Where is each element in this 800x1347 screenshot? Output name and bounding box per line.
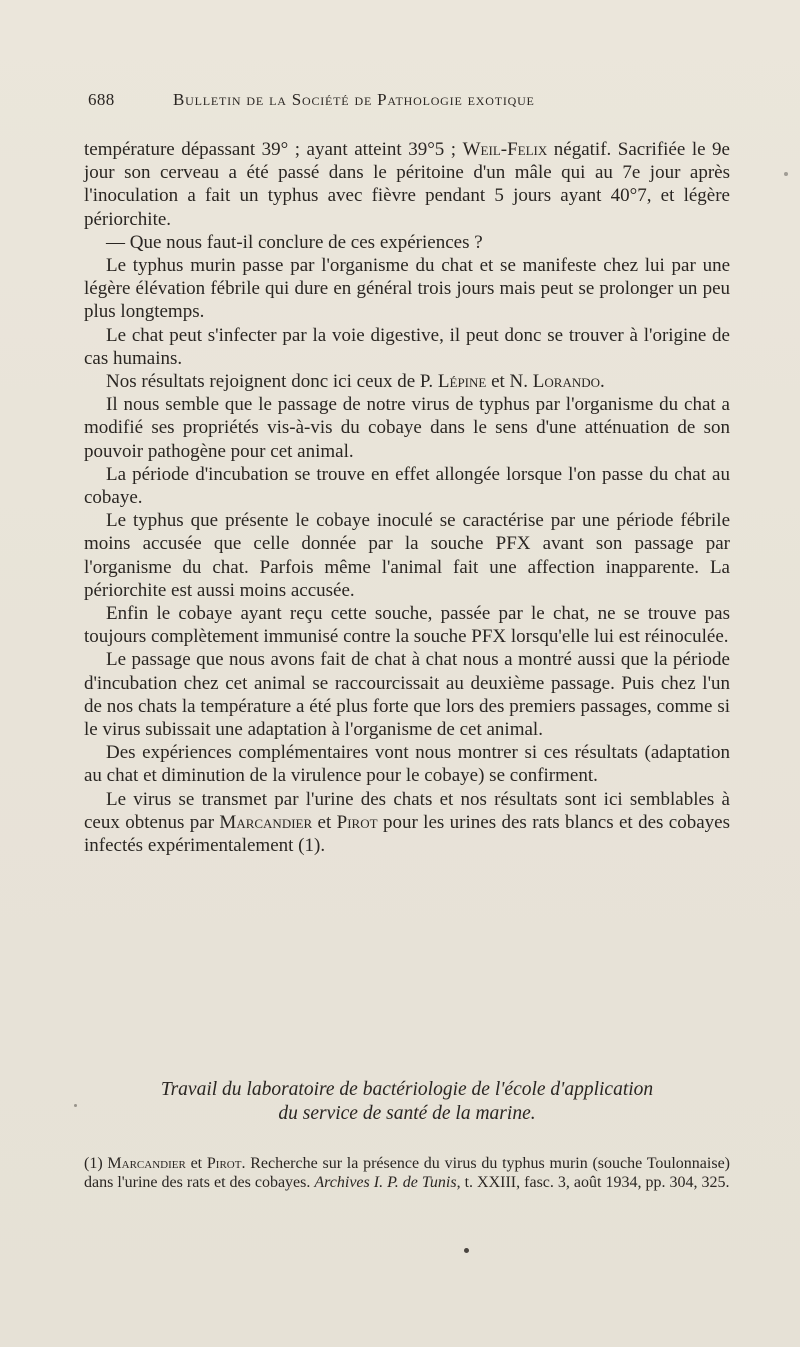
text-run: .	[600, 371, 605, 393]
author-name: Marcandier	[107, 1155, 186, 1172]
author-name: Lorando	[532, 371, 600, 393]
ink-speck	[784, 172, 788, 176]
author-name: Pirot	[206, 1155, 242, 1172]
journal-title: Bulletin de la Société de Pathologie exotique	[173, 90, 535, 109]
text-run: Le virus se transmet par l'urine des chats et nos résultats sont ici semblables à ceux obtenus par	[84, 788, 730, 833]
credit-line: du service de santé de la marine.	[278, 1103, 536, 1124]
paragraph: La période d'incubation se trouve en effet allongée lorsque l'on passe du chat au cobaye.	[84, 463, 730, 509]
paragraph: Le passage que nous avons fait de chat à chat nous a montré aussi que la période d'incubation chez cet animal se raccourcissait au deuxième passage. Puis chez l'un de nos chats la température a été plus forte que lors des premiers passages, comme si le virus subissait une adaptation à l'organisme de cet animal.	[84, 649, 730, 741]
author-name: Pirot	[336, 811, 378, 833]
ink-speck	[464, 1248, 469, 1253]
footnote-text	[84, 1155, 730, 1192]
paragraph: Il nous semble que le passage de notre virus de typhus par l'organisme du chat a modifié ses propriétés vis-à-vis du cobaye dans le sens d'une atténuation de son pouvoir pathogène pour cet animal.	[84, 394, 730, 462]
text-run: et N.	[486, 371, 533, 393]
page-number: 688	[88, 90, 115, 109]
paragraph	[84, 788, 730, 858]
paragraph: Le typhus murin passe par l'organisme du chat et se manifeste chez lui par une légère élévation fébrile qui dure en général trois jours mais peut se prolonger un peu plus longtemps.	[84, 255, 730, 323]
paragraph: Le chat peut s'infecter par la voie digestive, il peut donc se trouver à l'origine de cas humains.	[84, 324, 730, 369]
text-run: , t. XXIII, fasc. 3, août 1934, pp. 304, 325.	[456, 1173, 730, 1191]
paragraph-question: — Que nous faut-il conclure de ces expériences ?	[106, 231, 483, 253]
paragraph: Le typhus que présente le cobaye inoculé se caractérise par une période fébrile moins accusée que celle donnée par la souche PFX avant son passage par l'organisme du chat. Parfois même l'animal fait une affection inapparente. La périorchite est aussi moins accusée.	[84, 510, 730, 601]
text-run: température dépassant 39° ; ayant atteint 39°5 ;	[84, 139, 463, 160]
text-run: négatif. Sacrifiée le 9e jour son cerveau a été passé dans le péritoine d'un mâle qui au 7e jour après l'inoculation a fait un typhus avec fièvre pendant 5 jours ayant 40°7, et légère périorchite.	[84, 139, 730, 230]
text-run: et	[312, 811, 337, 833]
paragraph-continuation	[84, 138, 730, 231]
journal-name: Archives I. P. de Tunis	[314, 1173, 457, 1191]
footnote	[84, 1155, 730, 1192]
ink-speck	[74, 1104, 77, 1107]
author-name: Marcandier	[219, 811, 313, 833]
running-head	[88, 90, 748, 116]
laboratory-credit	[84, 1078, 730, 1126]
paragraph	[84, 370, 730, 393]
text-run: Nos résultats rejoignent donc ici ceux de P.	[106, 371, 438, 393]
footnote-marker: (1)	[84, 1155, 108, 1172]
text-run: et	[185, 1155, 207, 1172]
text-run: . Recherche sur la présence du virus du typhus murin (souche Toulonnaise) dans l'urine des rats et des cobayes.	[84, 1155, 731, 1191]
body-text	[84, 138, 730, 857]
author-name: Lépine	[437, 371, 487, 393]
test-name: Weil-Felix	[462, 139, 548, 160]
paragraph: Des expériences complémentaires vont nous montrer si ces résultats (adaptation au chat et diminution de la virulence pour le cobaye) se confirment.	[84, 742, 730, 787]
credit-line: Travail du laboratoire de bactériologie de l'école d'application	[160, 1079, 654, 1100]
paragraph: Enfin le cobaye ayant reçu cette souche, passée par le chat, ne se trouve pas toujours complètement immunisé contre la souche PFX lorsqu'elle lui est réinoculée.	[84, 603, 730, 648]
text-run: pour les urines des rats blancs et des cobayes infectés expérimentalement (1).	[84, 811, 730, 857]
